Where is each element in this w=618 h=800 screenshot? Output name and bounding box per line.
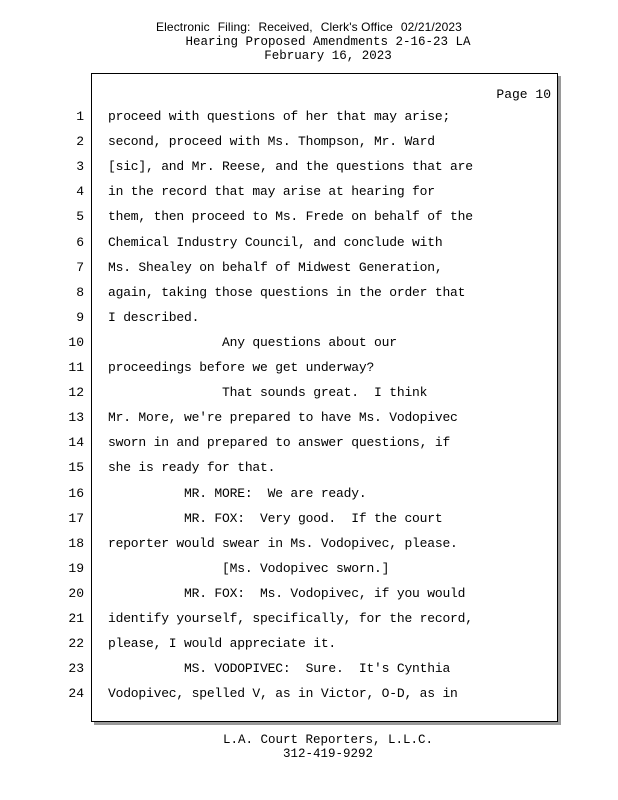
line-text: identify yourself, specifically, for the record,	[108, 611, 473, 626]
footer-company: L.A. Court Reporters, L.L.C.	[222, 733, 434, 747]
transcript-line	[0, 586, 600, 606]
line-number: 21	[68, 611, 84, 626]
stamp-received: Received,	[258, 20, 313, 34]
transcript-line	[0, 184, 600, 204]
line-number: 22	[68, 636, 84, 652]
transcript-line	[0, 486, 600, 506]
transcript-line	[0, 285, 600, 305]
line-number: 2	[76, 134, 84, 150]
line-number: 20	[68, 585, 84, 601]
line-number: 8	[76, 284, 84, 300]
transcript-line	[0, 410, 600, 430]
transcript-line	[0, 435, 600, 455]
footer-phone: 312-419-9292	[282, 747, 373, 761]
transcript-line	[0, 661, 600, 681]
line-number: 17	[68, 510, 84, 526]
line-text: second, proceed with Ms. Thompson, Mr. Ward	[108, 134, 435, 150]
line-number: 5	[76, 209, 84, 225]
document-title: Hearing Proposed Amendments 2-16-23 LA	[185, 35, 471, 49]
line-number: 7	[76, 259, 84, 275]
line-number: 11	[68, 360, 84, 375]
filing-stamp	[0, 20, 618, 34]
line-text: again, taking those questions in the order that	[108, 284, 466, 300]
transcript-line	[0, 159, 600, 179]
line-text: proceed with questions of her that may arise;	[108, 109, 451, 124]
transcript-line	[0, 636, 600, 656]
stamp-electronic: Electronic	[156, 20, 210, 34]
line-text: she is ready for that.	[108, 460, 276, 476]
line-text: MR. FOX: Ms. Vodopivec, if you would	[108, 585, 466, 601]
line-number: 18	[68, 535, 84, 551]
stamp-clerks-office: Clerk's Office	[320, 20, 393, 34]
line-text: I described.	[108, 309, 200, 325]
transcript-line	[0, 260, 600, 280]
line-text: MR. MORE: We are ready.	[108, 485, 367, 501]
transcript-line	[0, 109, 600, 129]
line-text: please, I would appreciate it.	[108, 636, 337, 652]
line-text: Chemical Industry Council, and conclude with	[108, 234, 443, 250]
line-number: 4	[76, 184, 84, 200]
line-number: 6	[76, 234, 84, 250]
line-number: 12	[68, 385, 84, 401]
transcript-line	[0, 310, 600, 330]
line-text: proceedings before we get underway?	[108, 360, 375, 375]
line-text: That sounds great. I think	[108, 385, 428, 401]
line-number: 19	[68, 560, 84, 576]
line-number: 9	[76, 309, 84, 325]
line-number: 16	[68, 485, 84, 501]
line-text: them, then proceed to Ms. Frede on behalf of the	[108, 209, 473, 225]
transcript-line	[0, 335, 600, 355]
transcript-line	[0, 611, 600, 631]
line-text: Ms. Shealey on behalf of Midwest Generation,	[108, 259, 443, 275]
line-text: [sic], and Mr. Reese, and the questions that are	[108, 159, 473, 175]
transcript-line	[0, 134, 600, 154]
transcript-line	[0, 360, 600, 380]
transcript-line	[0, 511, 600, 531]
line-number: 3	[76, 159, 84, 175]
transcript-line	[0, 686, 600, 706]
line-text: [Ms. Vodopivec sworn.]	[108, 560, 390, 576]
stamp-date: 02/21/2023	[400, 20, 462, 34]
line-text: sworn in and prepared to answer questions, if	[108, 435, 451, 451]
line-number: 10	[68, 334, 84, 350]
line-number: 1	[76, 109, 84, 124]
line-text: in the record that may arise at hearing for	[108, 184, 435, 200]
transcript-line	[0, 536, 600, 556]
page-number: Page 10	[496, 87, 551, 102]
stamp-filing: Filing:	[217, 20, 251, 34]
line-number: 13	[68, 410, 84, 426]
line-text: Mr. More, we're prepared to have Ms. Vodopivec	[108, 410, 458, 426]
line-number: 23	[68, 661, 84, 677]
line-text: Vodopivec, spelled V, as in Victor, O-D, as in	[108, 686, 458, 702]
line-number: 14	[68, 435, 84, 451]
line-text: MS. VODOPIVEC: Sure. It's Cynthia	[108, 661, 451, 677]
transcript-line	[0, 235, 600, 255]
line-text: MR. FOX: Very good. If the court	[108, 510, 443, 526]
line-text: reporter would swear in Ms. Vodopivec, please.	[108, 535, 458, 551]
document-date: February 16, 2023	[264, 49, 392, 63]
transcript-line	[0, 561, 600, 581]
line-text: Any questions about our	[108, 334, 397, 350]
transcript-line	[0, 460, 600, 480]
line-number: 24	[68, 686, 84, 702]
transcript-line	[0, 209, 600, 229]
line-number: 15	[68, 460, 84, 476]
transcript-line	[0, 385, 600, 405]
